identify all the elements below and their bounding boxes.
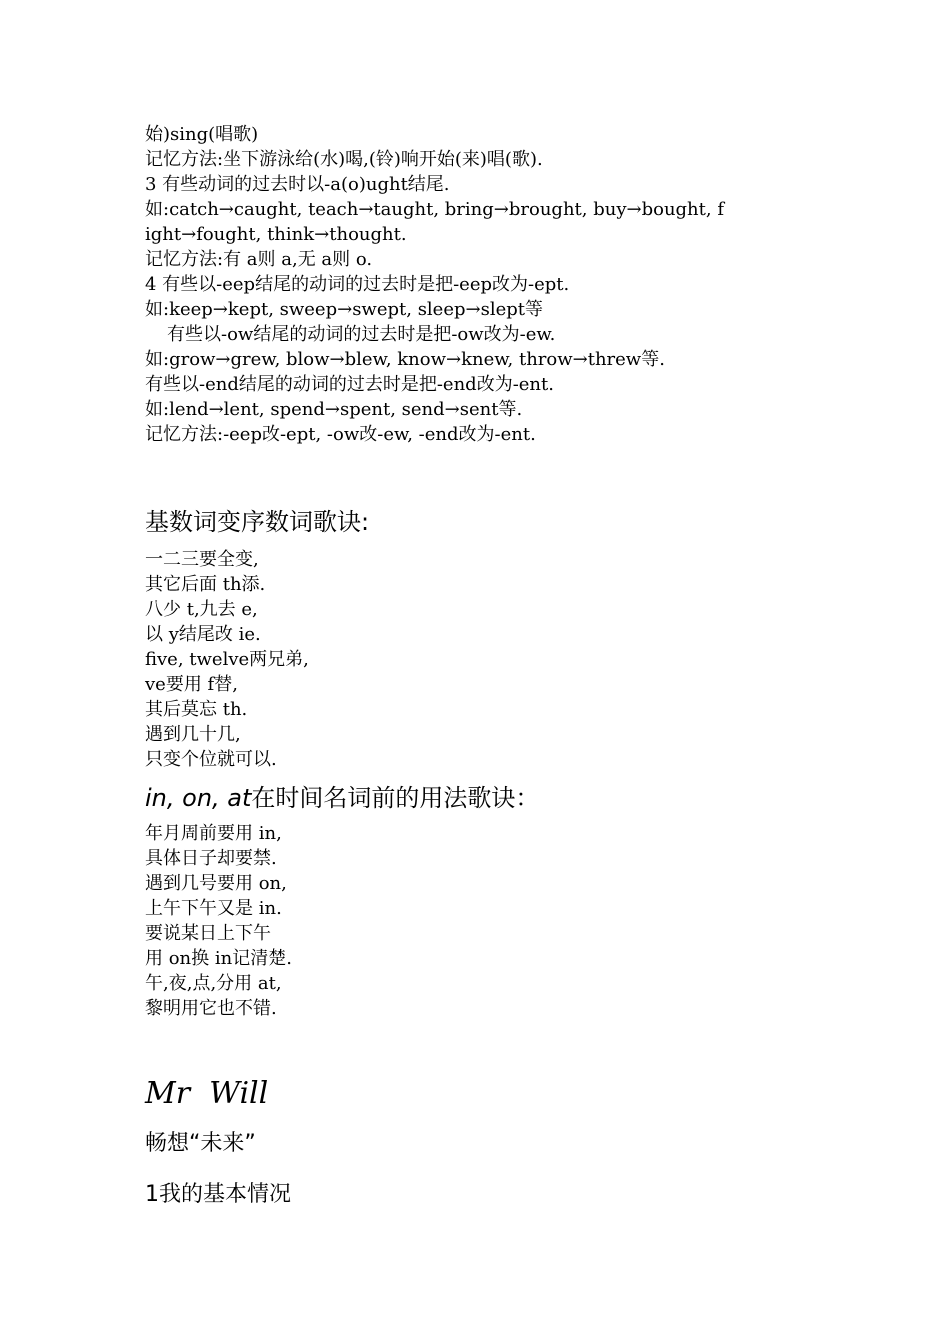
rhyme-line: 要说某日上下午 — [145, 923, 271, 944]
text-line: ight→fought, think→thought. — [145, 224, 407, 245]
section-title: Mr Will — [145, 1076, 269, 1111]
heading-text: 在时间名词前的用法歌诀： — [251, 784, 540, 812]
item-heading-block — [145, 1181, 845, 1209]
text-line: 如:keep→kept, sweep→swept, sleep→slept等 — [145, 299, 543, 320]
rhyme-line: 午,夜,点,分用 at, — [145, 973, 282, 994]
numbered-heading: 1我的基本情况 — [145, 1182, 291, 1207]
preposition-rhyme-lines — [145, 821, 845, 1021]
subtitle: 畅想“未来” — [145, 1131, 256, 1156]
text-line: 记忆方法:-eep改-ept, -ow改-ew, -end改为-ent. — [145, 424, 536, 445]
rhyme-line: 八少 t,九去 e, — [145, 599, 258, 620]
rhyme-line: 具体日子却要禁. — [145, 848, 277, 869]
rhyme-line: 其它后面 th添. — [145, 574, 266, 595]
text-line: 如:lend→lent, spend→spent, send→sent等. — [145, 399, 523, 420]
section-heading: 基数词变序数词歌诀: — [145, 508, 370, 536]
rhyme-line: 用 on换 in记清楚. — [145, 948, 292, 969]
rhyme-line: 其后莫忘 th. — [145, 699, 248, 720]
rhyme-line: 以 y结尾改 ie. — [145, 624, 261, 645]
text-line: 如:grow→grew, blow→blew, know→knew, throw→threw等. — [145, 349, 665, 370]
future-heading-block — [145, 1130, 845, 1158]
text-line: 记忆方法:有 a则 a,无 a则 o. — [145, 249, 373, 270]
preposition-rhyme-section — [145, 783, 845, 813]
rhyme-line: 一二三要全变, — [145, 549, 259, 570]
text-line: 有些以-ow结尾的动词的过去时是把-ow改为-ew. — [167, 324, 556, 345]
text-line: 始)sing(唱歌) — [145, 124, 259, 145]
rhyme-line: 黎明用它也不错. — [145, 998, 277, 1019]
mr-will-section — [145, 1076, 845, 1112]
ordinal-rhyme-section — [145, 507, 845, 537]
text-line: 记忆方法:坐下游泳给(水)喝,(铃)响开始(来)唱(歌). — [145, 149, 543, 170]
rhyme-line: 遇到几号要用 on, — [145, 873, 287, 894]
text-line: 有些以-end结尾的动词的过去时是把-end改为-ent. — [145, 374, 554, 395]
ordinal-rhyme-lines — [145, 547, 845, 772]
rhyme-line: ve要用 f替, — [145, 674, 238, 695]
rhyme-line: 只变个位就可以. — [145, 749, 277, 770]
text-line: 4 有些以-eep结尾的动词的过去时是把-eep改为-ept. — [145, 274, 570, 295]
rhyme-line: 遇到几十几, — [145, 724, 241, 745]
text-line: 如:catch→caught, teach→taught, bring→brought, buy→bought, f — [145, 199, 724, 220]
past-tense-section — [145, 122, 845, 447]
text-line: 3 有些动词的过去时以-a(o)ught结尾. — [145, 174, 450, 195]
rhyme-line: 上午下午又是 in. — [145, 898, 282, 919]
rhyme-line: five, twelve两兄弟, — [145, 649, 309, 670]
rhyme-line: 年月周前要用 in, — [145, 823, 282, 844]
section-heading — [145, 783, 845, 813]
heading-prepositions: in, on, at — [145, 784, 252, 812]
